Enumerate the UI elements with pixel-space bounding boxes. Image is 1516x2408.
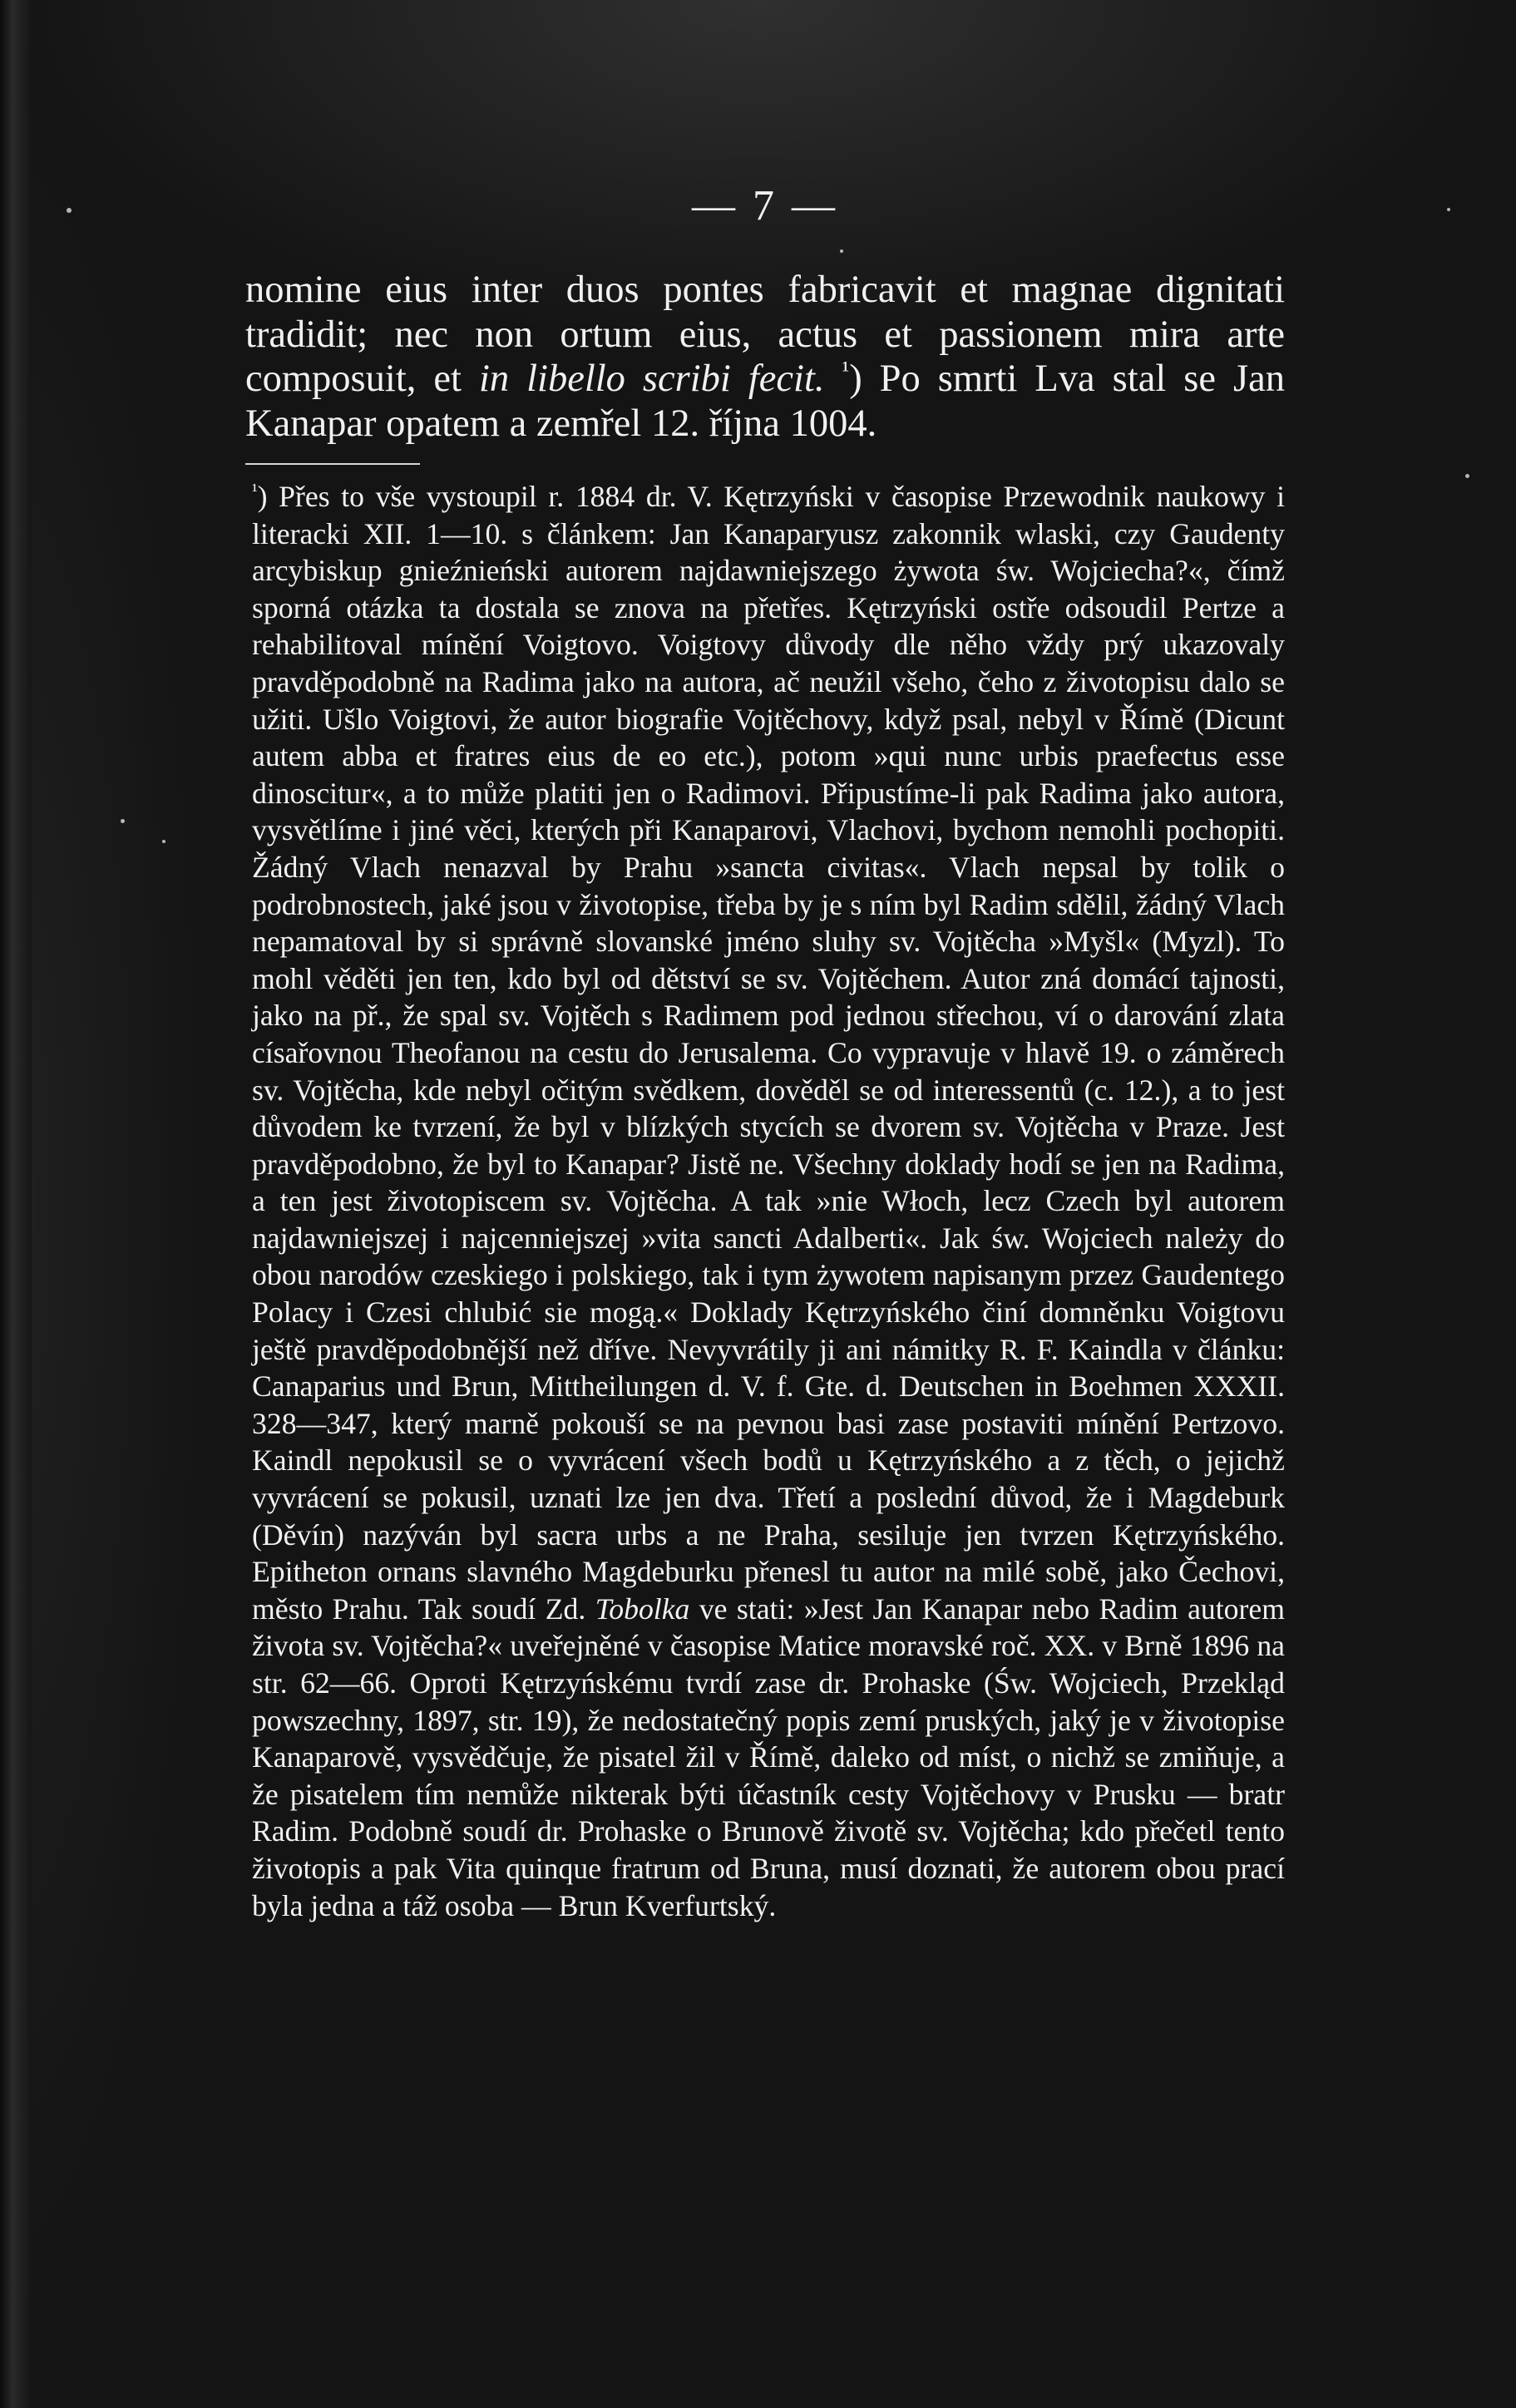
page-number: — 7 — (692, 182, 838, 229)
footnote-marker: ¹ (252, 479, 258, 501)
main-paragraph (245, 268, 1285, 446)
footnote-divider (245, 463, 420, 465)
footnote-text: ) Přes to vše vystoupil r. 1884 dr. V. Kętrzyński v časopise Przewodnik naukowy i literacki XII. 1—10. s článkem: Jan Kanaparyusz zakonnik wlaski, czy Gaudenty arcybiskup gnieźnieński autorem najdawniejszego żywota św. Wojciecha?«, čímž sporná otázka ta dostala se znova na přetřes. Kętrzyński ostře odsoudil Pertze a rehabilitoval mínění Voigtovo. Voigtovy důvody dle něho vždy prý ukazovaly pravděpodobně na Radima jako na autora, ač neužil všeho, čeho z životopisu dalo se užiti. Ušlo Voigtovi, že autor biografie Vojtěchovy, když psal, nebyl v Římě (Dicunt autem abba et fratres eius de eo etc.), potom »qui nunc urbis praefectus esse dinoscitur«, a to může platiti jen o Radimovi. Připustíme-li pak Radima jako autora, vysvětlíme i jiné věci, kterých při Kanaparovi, Vlachovi, bychom nemohli pochopiti. Žádný Vlach nenazval by Prahu »sancta civitas«. Vlach nepsal by tolik o podrobnostech, jaké jsou v životopise, třeba by je s ním byl Radim sdělil, žádný Vlach nepamatoval by si správně slovanské jméno sluhy sv. Vojtěcha »Myšl« (Myzl). To mohl věděti jen ten, kdo byl od dětství se sv. Vojtěchem. Autor zná domácí tajnosti, jako na př., že spal sv. Vojtěch s Radimem pod jednou střechou, ví o darování zlata císařovnou Theofanou na cestu do Jerusalema. Co vypravuje v hlavě 19. o záměrech sv. Vojtěcha, kde nebyl očitým svědkem, dověděl se od interessentů (c. 12.), a to jest důvodem ke tvrzení, že byl v blízkých stycích se dvorem sv. Vojtěcha v Praze. Jest pravděpodobno, že byl to Kanapar? Jistě ne. Všechny doklady hodí se jen na Radima, a ten jest životopiscem sv. Vojtěcha. A tak »nie Włoch, lecz Czech byl autorem najdawniejszej i najcenniejszej »vita sancti Adalberti«. Jak św. Wojciech należy do obou narodów czeskiego i polskiego, tak i tym żywotem napisanym przez Gaudentego Polacy i Czesi chlubić sie mogą.« Doklady Kętrzyńského činí domněnku Voigtovu ještě pravděpodobnější než dříve. Nevyvrátily ji ani námitky R. F. Kaindla v článku: Canaparius und Brun, Mittheilungen d. V. f. Gte. d. Deutschen in Boehmen XXXII. 328—347, který marně pokouší se na pevnou basi zase postaviti mínění Pertzovo. Kaindl nepokusil se o vyvrácení všech bodů u Kętrzyńského a z těch, o jejichž vyvrácení se pokusil, uznati lze jen dva. Třetí a poslední důvod, že i Magdeburk (Děvín) nazýván byl sacra urbs a ne Praha, sesiluje jen tvrzen Kętrzyńského. Epitheton ornans slavného Magdeburku přenesl tu autor na milé sobě, jako Čechovi, město Prahu. Tak soudí Zd. (252, 480, 1285, 1626)
footnote-text-2: ve stati: »Jest Jan Kanapar nebo Radim autorem života sv. Vojtěcha?« uveřejněné v časopise Matice moravské roč. XX. v Brně 1896 na str. 62—66. Oproti Kętrzyńskému tvrdí zase dr. Prohaske (Św. Wojciech, Przekląd powszechny, 1897, str. 19), že nedostatečný popis zemí pruských, jaký je v životopise Kanaparově, vysvědčuje, že pisatel žil v Římě, daleko od míst, o nichž se zmiňuje, a že pisatelem tím nemůže nikterak býti účastník cesty Vojtěchovy v Prusku — bratr Radim. Podobně soudí dr. Prohaske o Brunově životě sv. Vojtěcha; kdo přečetl tento životopis a pak Vita quinque fratrum od Bruna, musí doznati, že autorem obou prací byla jedna a táž osoba — Brun Kverfurtský. (252, 1591, 1285, 1922)
dust-speck (1465, 474, 1469, 478)
footnote-reference: ¹ (842, 357, 850, 384)
footnote-italic: Tobolka (595, 1591, 690, 1626)
footnote (252, 478, 1285, 1924)
main-text-part1: nomine eius inter duos pontes fabricavit et magnae dignitati tradidit; nec non ortum eius, actus et passionem mira arte composuit, et (245, 269, 1285, 400)
dust-speck (840, 249, 843, 253)
main-text-italic: in libello scribi fecit. (478, 358, 825, 400)
dust-speck (121, 819, 125, 823)
dust-speck (67, 208, 72, 213)
page-edge-shadow (0, 0, 32, 2408)
main-text-part2: ) Po smrti Lva stal se Jan Kanapar opatem a zemřel 12. října 1004. (245, 358, 1285, 445)
dust-speck (162, 840, 165, 843)
dust-speck (1447, 208, 1450, 211)
